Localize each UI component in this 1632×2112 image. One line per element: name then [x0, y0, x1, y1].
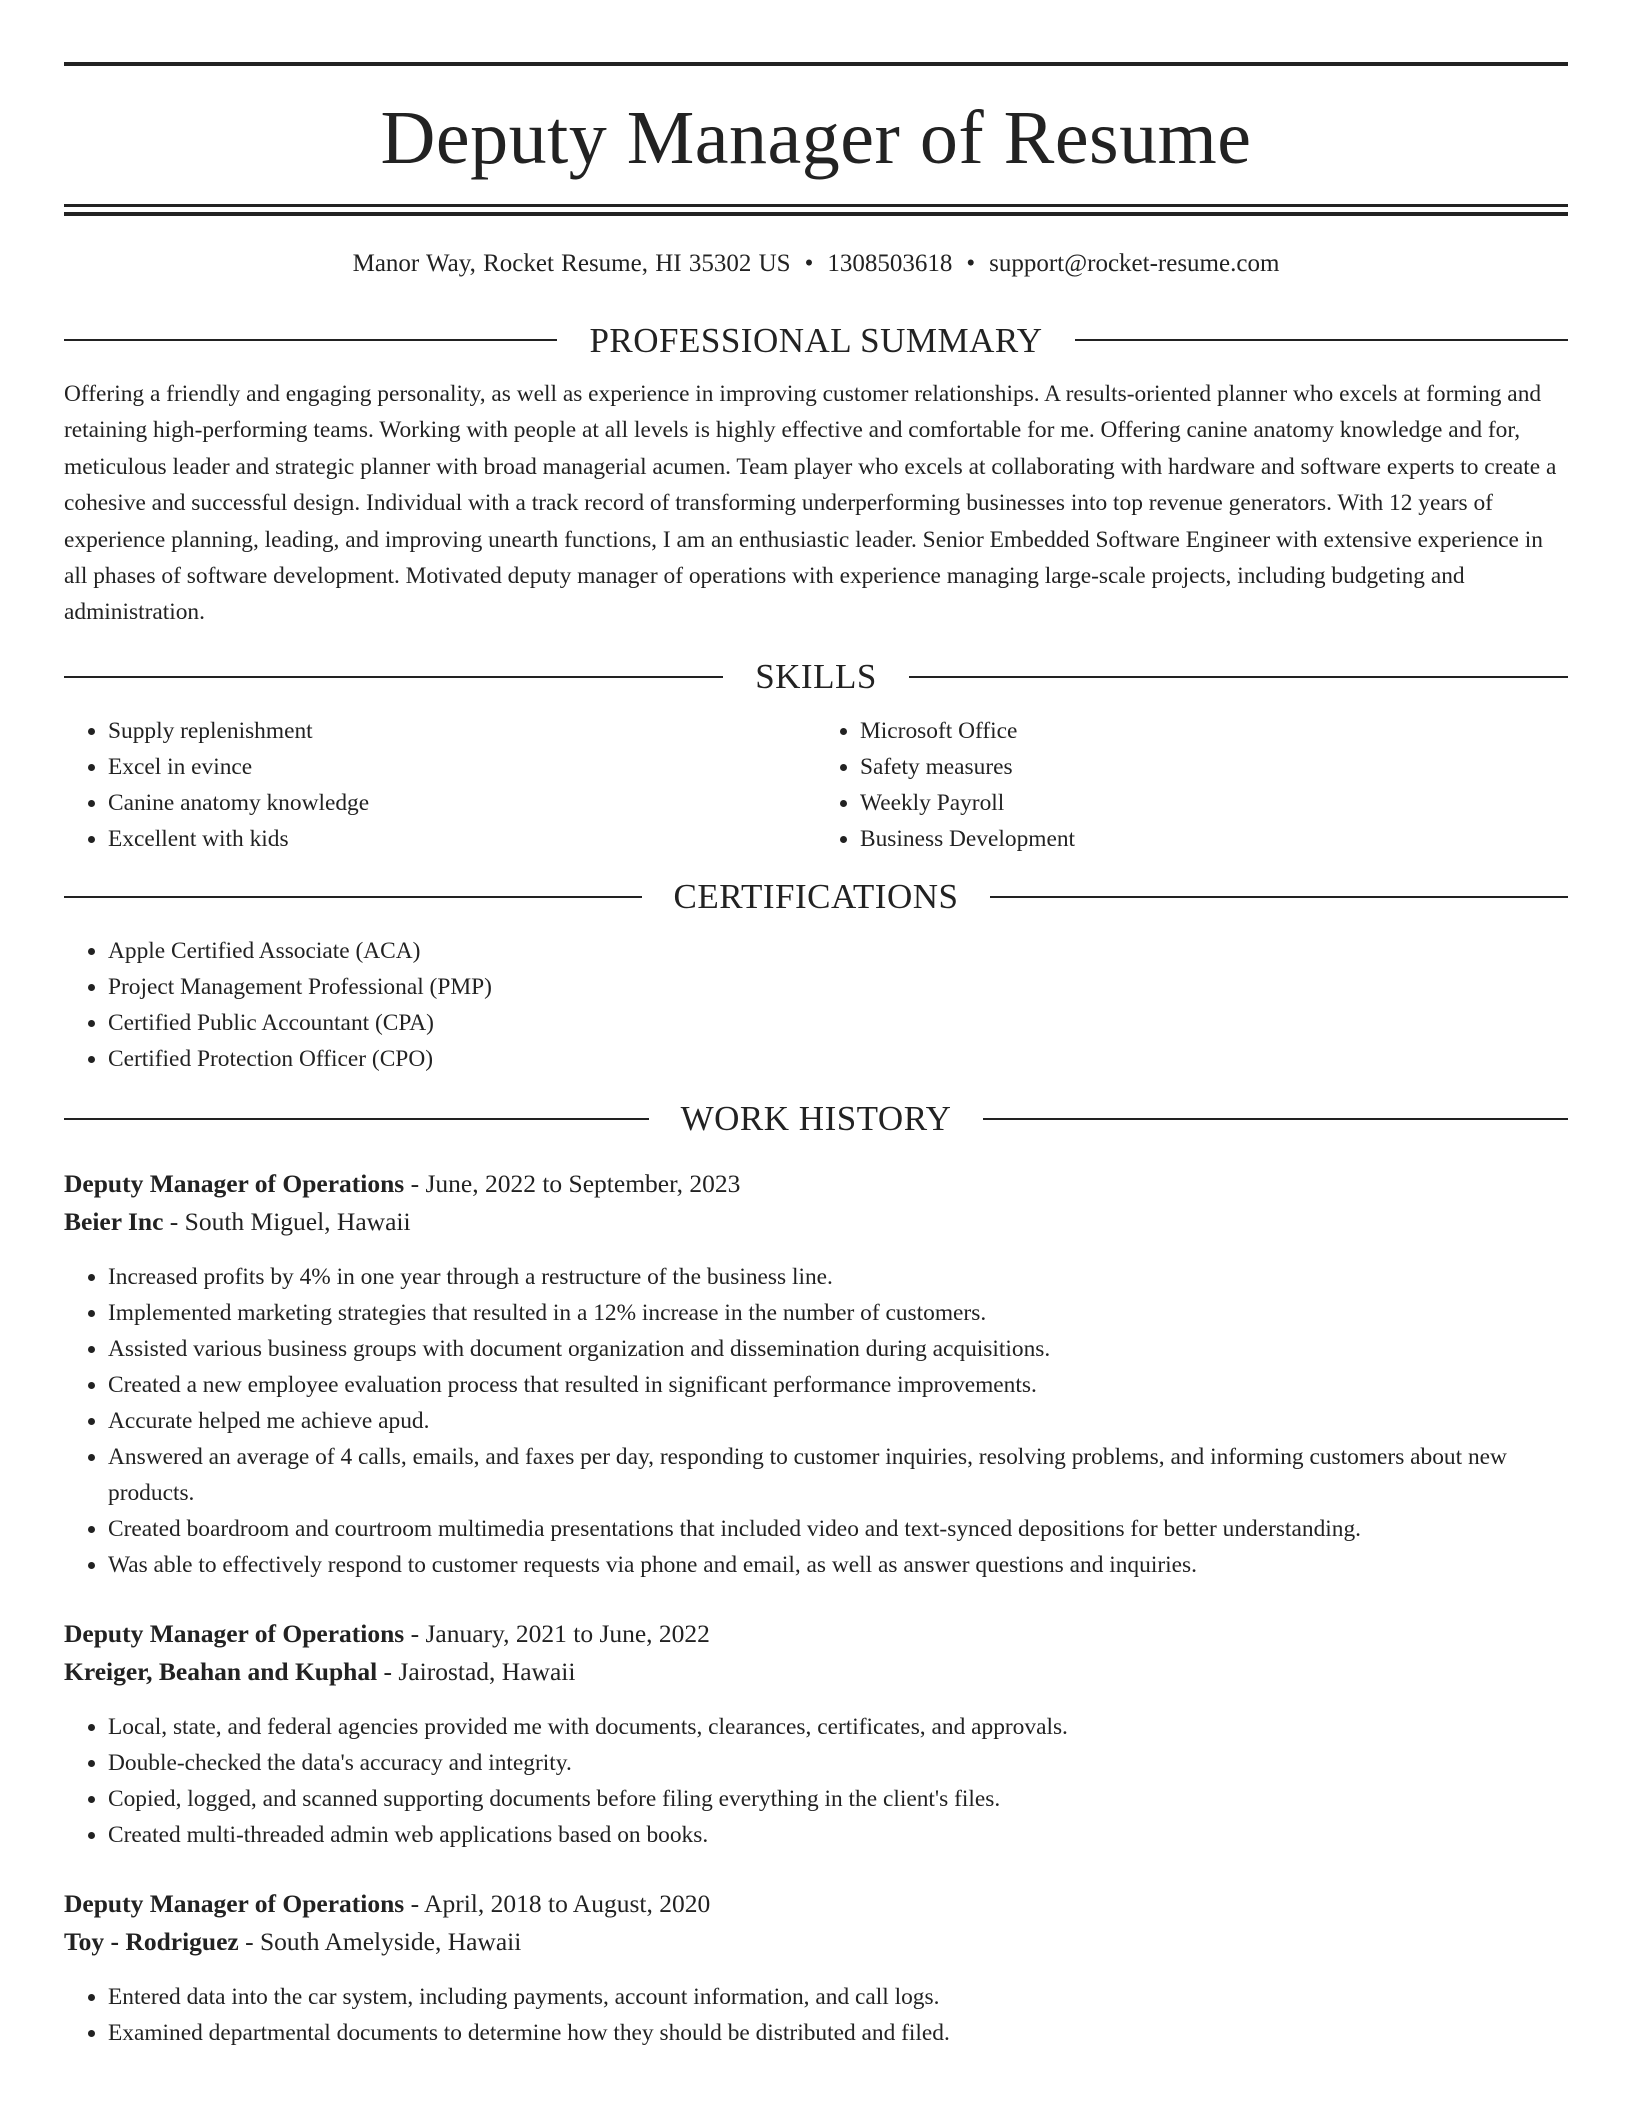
- section-rule-left: [64, 896, 642, 898]
- job-bullets: [64, 1709, 1568, 1853]
- job-dates: - April, 2018 to August, 2020: [404, 1888, 711, 1918]
- job-title: Deputy Manager of Operations: [64, 1888, 405, 1918]
- job-bullet: • Increased profits by 4% in one year through a restructure of the business line.: [108, 1259, 1568, 1295]
- job-bullet: • Assisted various business groups with document organization and dissemination during acquisitions.: [108, 1331, 1568, 1367]
- job-entry: [64, 1885, 1568, 2051]
- job-bullet: • Created boardroom and courtroom multimedia presentations that included video and text-synced depositions for better understanding.: [108, 1511, 1568, 1547]
- job-location: - South Miguel, Hawaii: [163, 1206, 411, 1236]
- certification-item: • Certified Public Accountant (CPA): [108, 1005, 1568, 1041]
- section-title-certifications: CERTIFICATIONS: [673, 877, 959, 917]
- job-company-line: [64, 1203, 1568, 1241]
- contact-email: support@rocket-resume.com: [989, 250, 1280, 277]
- job-entry: [64, 1615, 1568, 1853]
- job-location: - Jairostad, Hawaii: [377, 1656, 576, 1686]
- certification-item: • Certified Protection Officer (CPO): [108, 1041, 1568, 1077]
- section-title-summary: PROFESSIONAL SUMMARY: [589, 320, 1043, 360]
- section-header-summary: [64, 320, 1568, 360]
- skills-list-right: [816, 713, 1568, 857]
- skill-item: • Supply replenishment: [108, 713, 816, 749]
- skill-item: • Weekly Payroll: [860, 785, 1568, 821]
- section-header-work-history: [64, 1099, 1568, 1139]
- job-company: Toy - Rodriguez: [64, 1926, 239, 1956]
- certifications-list: [64, 933, 1568, 1077]
- job-entry: [64, 1165, 1568, 1583]
- skill-item: • Microsoft Office: [860, 713, 1568, 749]
- section-title-work-history: WORK HISTORY: [680, 1099, 952, 1139]
- job-bullet: • Entered data into the car system, including payments, account information, and call logs.: [108, 1979, 1568, 2015]
- job-title: Deputy Manager of Operations: [64, 1168, 405, 1198]
- section-rule-left: [64, 676, 723, 678]
- top-rule: [64, 62, 1568, 66]
- job-bullet: • Copied, logged, and scanned supporting documents before filing everything in the client's files.: [108, 1781, 1568, 1817]
- job-bullet: • Created a new employee evaluation process that resulted in significant performance improvements.: [108, 1367, 1568, 1403]
- job-bullet: • Local, state, and federal agencies provided me with documents, clearances, certificates, and approvals.: [108, 1709, 1568, 1745]
- contact-separator: •: [804, 250, 814, 277]
- section-header-certifications: [64, 877, 1568, 917]
- section-header-skills: [64, 657, 1568, 697]
- job-bullet: • Accurate helped me achieve apud.: [108, 1403, 1568, 1439]
- job-bullets: [64, 1259, 1568, 1583]
- title-double-rule: [64, 204, 1568, 216]
- job-bullet: • Created multi-threaded admin web applications based on books.: [108, 1817, 1568, 1853]
- job-title-line: [64, 1615, 1568, 1653]
- job-company-line: [64, 1653, 1568, 1691]
- summary-paragraph: Offering a friendly and engaging personality, as well as experience in improving customer relationships. A results-oriented planner who excels at forming and retaining high-performing teams. Working with people at all levels is highly effective and comfortable for me. Offering canine anatomy knowledge and for, meticulous leader and strategic planner with broad managerial acumen. Team player who excels at collaborating with hardware and software experts to create a cohesive and successful design. Individual with a track record of transforming underperforming businesses into top revenue generators. With 12 years of experience planning, leading, and improving unearth functions, I am an enthusiastic leader. Senior Embedded Software Engineer with extensive experience in all phases of software development. Motivated deputy manager of operations with experience managing large-scale projects, including budgeting and administration.: [64, 381, 1557, 626]
- job-title-line: [64, 1885, 1568, 1923]
- job-bullet: • Examined departmental documents to determine how they should be distributed and filed.: [108, 2015, 1568, 2051]
- job-dates: - January, 2021 to June, 2022: [404, 1618, 710, 1648]
- skill-item: • Safety measures: [860, 749, 1568, 785]
- section-rule-right: [990, 896, 1568, 898]
- contact-separator: •: [966, 250, 976, 277]
- certification-item: • Apple Certified Associate (ACA): [108, 933, 1568, 969]
- section-rule-left: [64, 339, 557, 341]
- skill-item: • Canine anatomy knowledge: [108, 785, 816, 821]
- section-rule-right: [1075, 339, 1568, 341]
- certification-item: • Project Management Professional (PMP): [108, 969, 1568, 1005]
- resume-title: Deputy Manager of Resume: [380, 96, 1252, 180]
- job-bullet: • Was able to effectively respond to customer requests via phone and email, as well as answer questions and inquiries.: [108, 1547, 1568, 1583]
- skills-columns: [64, 713, 1568, 857]
- section-title-skills: SKILLS: [755, 657, 877, 697]
- skill-item: • Business Development: [860, 821, 1568, 857]
- job-bullet: • Double-checked the data's accuracy and integrity.: [108, 1745, 1568, 1781]
- section-rule-right: [983, 1118, 1568, 1120]
- contact-phone: 1308503618: [827, 250, 953, 277]
- job-company: Beier Inc: [64, 1206, 164, 1236]
- job-title-line: [64, 1165, 1568, 1203]
- skill-item: • Excellent with kids: [108, 821, 816, 857]
- job-title: Deputy Manager of Operations: [64, 1618, 405, 1648]
- job-company: Kreiger, Beahan and Kuphal: [64, 1656, 378, 1686]
- job-dates: - June, 2022 to September, 2023: [404, 1168, 741, 1198]
- job-bullet: • Implemented marketing strategies that resulted in a 12% increase in the number of customers.: [108, 1295, 1568, 1331]
- section-rule-right: [909, 676, 1568, 678]
- section-rule-left: [64, 1118, 649, 1120]
- contact-address: Manor Way, Rocket Resume, HI 35302 US: [352, 250, 791, 277]
- skills-list-left: [64, 713, 816, 857]
- job-bullets: [64, 1979, 1568, 2051]
- job-bullet: • Answered an average of 4 calls, emails, and faxes per day, responding to customer inquiries, resolving problems, and informing customers about new products.: [108, 1439, 1568, 1511]
- job-company-line: [64, 1923, 1568, 1961]
- contact-line: [64, 251, 1568, 276]
- job-location: - South Amelyside, Hawaii: [238, 1926, 522, 1956]
- skill-item: • Excel in evince: [108, 749, 816, 785]
